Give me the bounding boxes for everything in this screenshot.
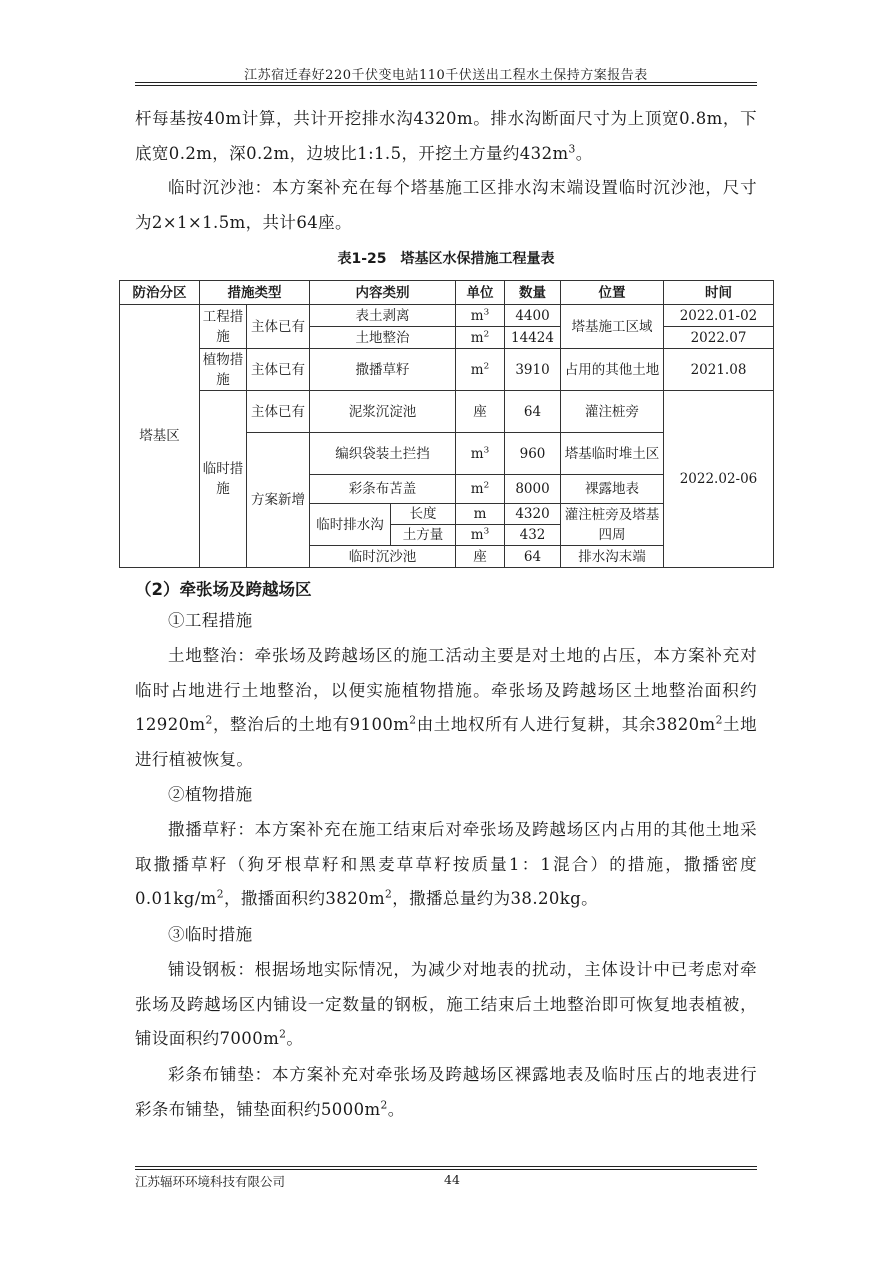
cell-time: 2021.08 [664, 349, 774, 391]
th-type: 措施类型 [200, 281, 310, 305]
cell-qty: 64 [505, 391, 561, 433]
cell-unit: m [456, 504, 505, 525]
table-row [120, 349, 774, 391]
cell-src-existing: 主体已有 [247, 349, 310, 391]
paragraph-drainage: 杆每基按40m计算，共计开挖排水沟4320m。排水沟断面尺寸为上顶宽0.8m，下底宽0.2m，深0.2m，边坡比1:1.5，开挖土方量约$432m^3$。 [135, 109, 757, 163]
cell-qty: 64 [505, 546, 561, 568]
cell-src-new: 方案新增 [247, 433, 310, 568]
footer-rule [135, 1166, 757, 1170]
cell-src-existing: 主体已有 [247, 305, 310, 349]
cell-unit: 座 [456, 546, 505, 568]
cell-unit: $m^2$ [456, 327, 505, 349]
th-zone: 防治分区 [120, 281, 200, 305]
cell-unit: 座 [456, 391, 505, 433]
cell-time: 2022.01-02 [664, 305, 774, 327]
table-row [120, 391, 774, 433]
cell-location: 塔基临时堆土区 [561, 433, 664, 475]
table-caption: 表1-25 塔基区水保措施工程量表 [337, 251, 555, 267]
cell-unit: $m^3$ [456, 525, 505, 546]
cell-content: 临时沉沙池 [310, 546, 456, 568]
cell-unit: $m^3$ [456, 305, 505, 327]
table-header-row [120, 281, 774, 305]
cell-location: 灌注桩旁 [561, 391, 664, 433]
cell-src-existing: 主体已有 [247, 391, 310, 433]
section-heading: （2）牵张场及跨越场区 [135, 580, 312, 599]
cell-location: 裸露地表 [561, 475, 664, 504]
cell-content: 临时排水沟 [310, 504, 391, 546]
cell-type-plant: 植物措施 [200, 349, 247, 391]
cell-content: 撒播草籽 [310, 349, 456, 391]
cell-time: 2022.02-06 [664, 391, 774, 568]
subheading-engineering: ①工程措施 [168, 611, 253, 630]
paragraph-sediment-pond: 临时沉沙池：本方案补充在每个塔基施工区排水沟末端设置临时沉沙池，尺寸为2×1×1.5m，共计64座。 [135, 178, 757, 232]
footer-company: 江苏辐环环境科技有限公司 [135, 1174, 286, 1189]
cell-qty: 8000 [505, 475, 561, 504]
cell-content: 土地整治 [310, 327, 456, 349]
table-row [120, 305, 774, 327]
cell-location: 塔基施工区域 [561, 305, 664, 349]
cell-qty: 4320 [505, 504, 561, 525]
cell-location: 排水沟末端 [561, 546, 664, 568]
cell-qty: 3910 [505, 349, 561, 391]
page-header: 江苏宿迁春好220千伏变电站110千伏送出工程水土保持方案报告表 [244, 68, 648, 83]
cell-type-engineering: 工程措施 [200, 305, 247, 349]
th-time: 时间 [664, 281, 774, 305]
paragraph-tarp: 彩条布铺垫：本方案补充对牵张场及跨越场区裸露地表及临时压占的地表进行彩条布铺垫，铺垫面积约$5000m^2$。 [135, 1065, 757, 1119]
th-location: 位置 [561, 281, 664, 305]
cell-qty: 432 [505, 525, 561, 546]
paragraph-steel-plate: 铺设钢板：根据场地实际情况，为减少对地表的扰动，主体设计中已考虑对牵张场及跨越场区内铺设一定数量的钢板，施工结束后土地整治即可恢复地表植被，铺设面积约$7000m^2$。 [135, 960, 757, 1048]
page-number: 44 [444, 1172, 460, 1187]
cell-content: 编织袋装土拦挡 [310, 433, 456, 475]
cell-unit: $m^2$ [456, 349, 505, 391]
cell-subcontent: 长度 [391, 504, 456, 525]
measures-table [119, 280, 774, 568]
cell-qty: 14424 [505, 327, 561, 349]
cell-content: 彩条布苫盖 [310, 475, 456, 504]
cell-location: 灌注桩旁及塔基四周 [561, 504, 664, 546]
paragraph-land-grading: 土地整治：牵张场及跨越场区的施工活动主要是对土地的占压，本方案补充对临时占地进行土地整治，以便实施植物措施。牵张场及跨越场区土地整治面积约$12920m^2$，整治后的土地有$9100m^2$由土地权所有人进行复耕，其余$3820m^2$土地进行植被恢复。 [135, 646, 757, 769]
cell-time: 2022.07 [664, 327, 774, 349]
cell-unit: $m^2$ [456, 475, 505, 504]
th-qty: 数量 [505, 281, 561, 305]
cell-qty: 4400 [505, 305, 561, 327]
cell-unit: $m^3$ [456, 433, 505, 475]
subheading-plant: ②植物措施 [168, 785, 253, 804]
subheading-temporary: ③临时措施 [168, 925, 253, 944]
cell-content: 泥浆沉淀池 [310, 391, 456, 433]
header-rule [135, 82, 757, 86]
cell-subcontent: 土方量 [391, 525, 456, 546]
cell-type-temp: 临时措施 [200, 391, 247, 568]
th-unit: 单位 [456, 281, 505, 305]
cell-qty: 960 [505, 433, 561, 475]
cell-location: 占用的其他土地 [561, 349, 664, 391]
th-content: 内容类别 [310, 281, 456, 305]
cell-content: 表土剥离 [310, 305, 456, 327]
cell-zone: 塔基区 [120, 305, 200, 568]
paragraph-grass-seeding: 撒播草籽：本方案补充在施工结束后对牵张场及跨越场区内占用的其他土地采取撒播草籽（狗牙根草籽和黑麦草草籽按质量1：1混合）的措施，撒播密度$0.01kg/m^2$，撒播面积约$3820m^2$，撒播总量约为38.20kg。 [135, 820, 757, 908]
